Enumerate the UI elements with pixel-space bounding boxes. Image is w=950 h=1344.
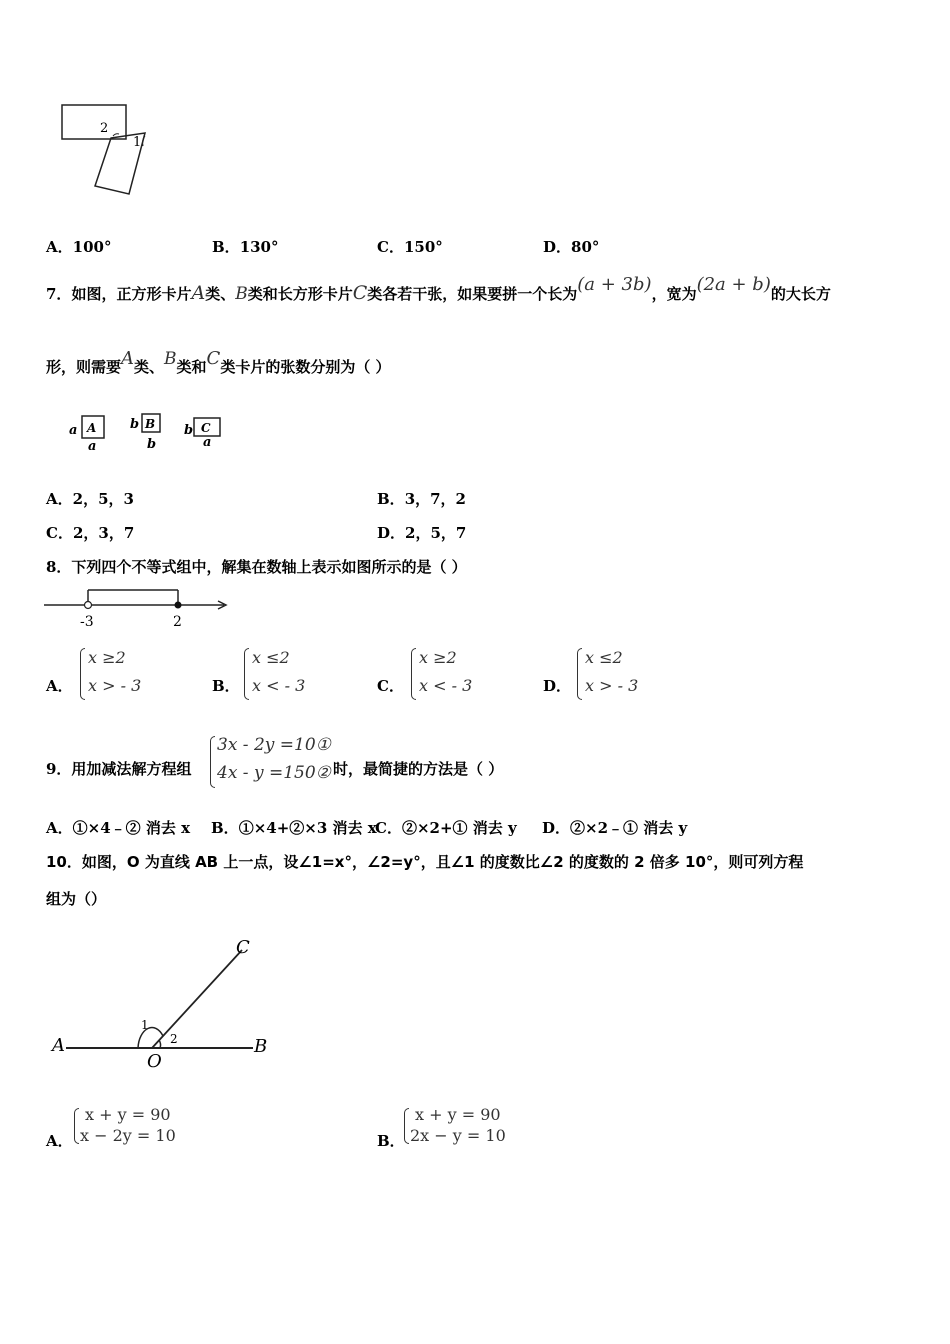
q9-option-b[interactable] [211,817,377,838]
option-letter: D． [377,524,406,542]
q6-option-d[interactable] [543,236,599,257]
math-A: A [191,282,206,304]
system-line: x − 2y = 10 [80,1126,176,1145]
q8-option-b-system [252,644,305,700]
q6-option-a[interactable] [46,236,111,257]
q7-stem-line2 [46,348,391,377]
question-number: 7． [46,285,72,303]
q6-angle-2-label: 2 [100,121,109,136]
math-width: (2a + b) [696,274,771,295]
q10-option-a-letter[interactable]: A． [46,1132,73,1150]
q9-equation-system [217,731,331,787]
q8-stem: 8．下列四个不等式组中，解集在数轴上表示如图所示的是（ ） [46,558,467,576]
math-C: C [206,348,221,369]
svg-text:b: b [130,417,140,432]
q8-option-b-letter[interactable]: B． [212,677,240,695]
equation-1: 3x - 2y =10① [217,735,331,755]
q8-option-a-system [88,644,141,700]
option-text: 2，5，7 [405,524,467,542]
card-a [69,416,104,454]
q7-option-b[interactable] [377,488,466,509]
stem-text: 类、 [134,358,165,376]
q10-option-b-brace [404,1108,409,1144]
math-B: B [235,284,248,304]
option-letter: C． [377,238,404,256]
system-line: x < - 3 [252,676,306,695]
svg-text:A: A [52,1035,65,1056]
q8-option-c-system [419,644,472,700]
svg-text:b: b [184,423,194,438]
q6-option-b[interactable] [212,236,279,257]
svg-text:B: B [145,417,156,431]
q9-stem-a: 9．用加减法解方程组 [46,760,192,778]
q7-option-a[interactable] [46,488,134,509]
q10-figure [48,930,273,1075]
q6-option-c[interactable] [377,236,443,257]
q9-option-d[interactable] [542,817,687,838]
system-line: x > - 3 [88,676,142,695]
stem-text: 形，则需要 [46,358,122,376]
svg-text:a: a [203,435,212,450]
system-line: 2x − y = 10 [410,1126,506,1145]
system-line: x + y = 90 [415,1105,501,1124]
math-A: A [121,348,135,369]
option-letter: C． [46,524,73,542]
option-letter: B． [212,238,240,256]
system-line: x ≤2 [252,648,290,667]
math-B: B [164,349,177,369]
q8-option-d-system [585,644,638,700]
svg-text:2: 2 [170,1032,178,1046]
option-text: ①×4﹣② 消去 x [72,819,191,837]
q9-option-c[interactable] [375,817,517,838]
q10-option-b-letter[interactable]: B． [377,1132,405,1150]
q8-option-b-brace [244,648,249,700]
system-line: x < - 3 [419,676,473,695]
system-line: x ≥2 [419,648,457,667]
q7-stem-line1 [46,274,831,304]
q8-option-d-letter[interactable]: D． [543,677,572,695]
q10-stem-line2: 组为（） [46,890,107,908]
q8-option-a-letter[interactable]: A． [46,677,73,695]
svg-text:O: O [147,1051,162,1072]
q8-option-c-letter[interactable]: C． [377,677,404,695]
option-text: 80° [571,238,600,256]
card-b [130,414,160,452]
svg-text:a: a [88,439,97,454]
option-letter: A． [46,490,73,508]
card-c [184,418,220,450]
axis-label-left: -3 [80,614,94,630]
option-text: 2，3，7 [72,524,135,542]
stem-text: 类卡片的张数分别为（ ） [220,358,391,376]
q8-option-d-brace [577,648,582,700]
option-text: 130° [239,238,279,256]
system-line: x ≥2 [88,648,126,667]
stem-text: 如图，正方形卡片 [71,285,192,303]
option-text: ①×4+②×3 消去 x [238,819,377,837]
equation-2: 4x - y =150② [217,763,331,783]
option-text: 2，5，3 [72,490,134,508]
svg-text:C: C [201,421,211,435]
q9-system-brace [210,736,215,788]
option-letter: D． [543,238,572,256]
stem-text: 类和长方形卡片 [247,285,353,303]
system-line: x + y = 90 [85,1105,171,1124]
option-text: ②×2﹣① 消去 y [570,819,688,837]
math-C: C [352,282,368,304]
q6-figure [55,98,165,198]
option-text: 100° [72,238,112,256]
system-line: x ≤2 [585,648,623,667]
svg-text:B: B [254,1036,268,1057]
math-length: (a + 3b) [577,274,652,295]
q7-option-c[interactable] [46,522,134,543]
q8-number-line [44,582,234,632]
option-letter: B． [211,819,239,837]
svg-text:C: C [236,937,250,958]
svg-text:A: A [87,421,97,435]
q6-angle-1-label: 1 [133,135,142,150]
stem-text: ，宽为 [651,285,697,303]
axis-label-right: 2 [173,614,182,630]
svg-text:b: b [147,437,157,452]
option-letter: A． [46,819,73,837]
option-text: 150° [403,238,443,256]
q10-stem-line1: 10．如图，O 为直线 AB 上一点，设∠1=x°，∠2=y°，且∠1 的度数比∠2 的度数的 2 倍多 10°，则可列方程 [46,853,804,871]
q10-option-b-system [406,1104,506,1146]
option-text: 3，7，2 [404,490,466,508]
option-letter: D． [542,819,571,837]
open-point [85,602,92,609]
q10-option-a-system [76,1104,176,1146]
q7-cards-figure [66,408,246,454]
stem-text: 类各若干张，如果要拼一个长为 [367,285,578,303]
closed-point [175,602,182,609]
option-letter: A． [46,238,73,256]
svg-text:a: a [69,423,78,438]
q10-option-a-brace [74,1108,79,1144]
q8-option-c-brace [411,648,416,700]
system-line: x > - 3 [585,676,639,695]
stem-text: 类、 [205,285,236,303]
q8-option-a-brace [80,648,85,700]
option-letter: C． [375,819,402,837]
option-letter: B． [377,490,405,508]
stem-text: 类和 [176,358,207,376]
q9-option-a[interactable] [46,817,190,838]
svg-text:1: 1 [141,1018,149,1032]
q7-option-d[interactable] [377,522,466,543]
stem-text: 的大长方 [770,285,831,303]
option-text: ②×2+① 消去 y [401,819,517,837]
q9-stem-b: 时，最简捷的方法是（ ） [333,760,504,778]
